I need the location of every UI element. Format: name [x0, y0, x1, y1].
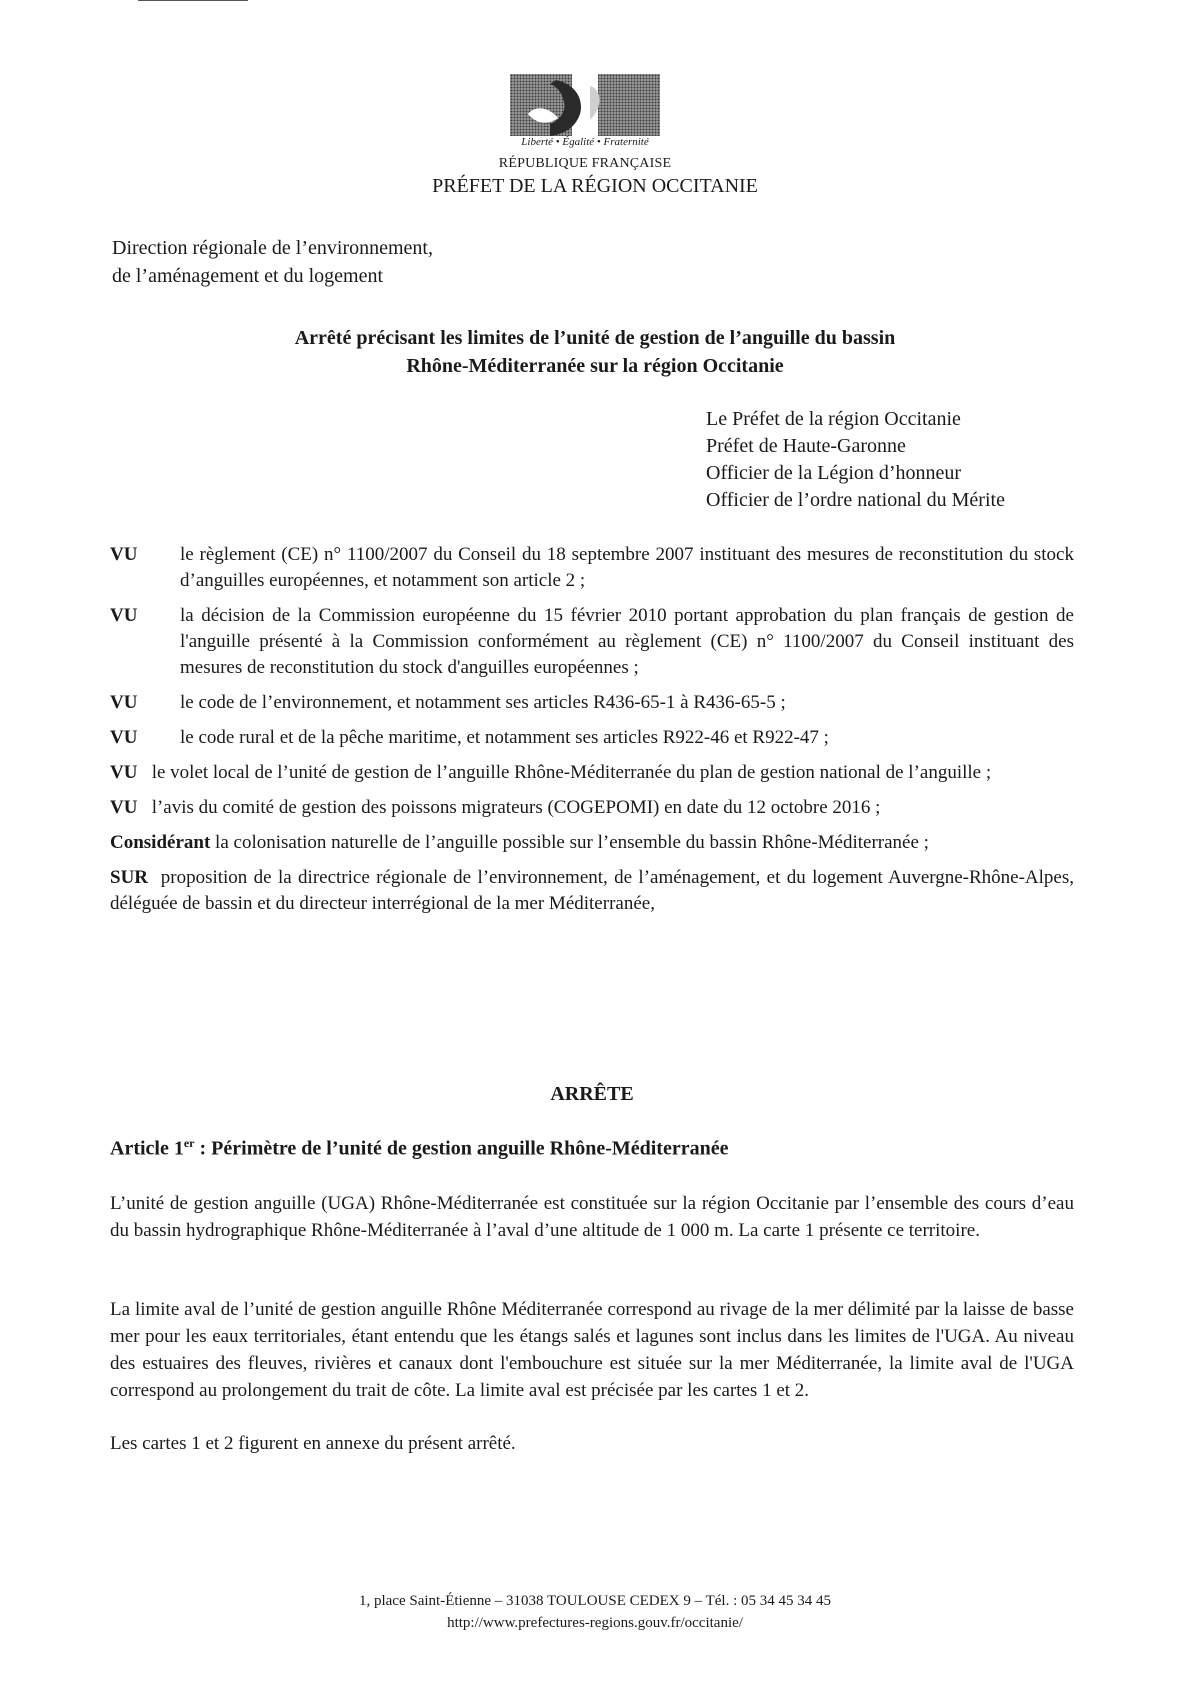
visa-key: VU: [110, 762, 138, 783]
republic-motto: Liberté • Égalité • Fraternité: [521, 136, 649, 148]
scan-top-line: [138, 0, 248, 1]
considerant-text: la colonisation naturelle de l’anguille possible sur l’ensemble du bassin Rhône-Méditerranée ;: [215, 832, 929, 853]
visa-key: VU: [110, 605, 138, 626]
direction-line: de l’aménagement et du logement: [112, 265, 384, 287]
issuing-direction: [112, 234, 632, 290]
visa-text: l’avis du comité de gestion des poissons migrateurs (COGEPOMI) en date du 12 octobre 2016 ;: [151, 797, 881, 818]
sur-paragraph: [110, 865, 1074, 917]
article-1-heading: [110, 1136, 1074, 1161]
signatory-line: Officier de l’ordre national du Mérite: [706, 489, 1005, 511]
considerant-paragraph: [110, 830, 1074, 856]
visa-key: VU: [110, 692, 138, 713]
article-ordinal: er: [183, 1136, 195, 1150]
arrete-heading: ARRÊTE: [550, 1083, 634, 1105]
visa-key: VU: [110, 727, 138, 748]
visa-text: le volet local de l’unité de gestion de l’anguille Rhône-Méditerranée du plan de gestion national de l’anguille ;: [151, 762, 992, 783]
signatory-line: Officier de la Légion d’honneur: [706, 462, 962, 484]
marianne-logo-icon: [510, 74, 660, 140]
visa-item: [110, 542, 1074, 594]
visa-item: [110, 690, 1074, 716]
article-label: Article 1: [110, 1137, 184, 1160]
visa-paragraph: [110, 760, 1074, 786]
visa-key: VU: [110, 797, 138, 818]
page-footer: [200, 1590, 990, 1634]
republic-name: RÉPUBLIQUE FRANÇAISE: [498, 156, 672, 171]
document-title: [180, 324, 1010, 380]
visa-item: [110, 603, 1074, 681]
legal-visas: [110, 542, 1074, 926]
visa-key: VU: [110, 544, 138, 565]
visa-paragraph: [110, 795, 1074, 821]
signatory-block: [706, 406, 1126, 514]
article-paragraph: La limite aval de l’unité de gestion anguille Rhône Méditerranée correspond au rivage de la mer délimité par la laisse de basse mer pour les eaux territoriales, étant entendu que les étangs salés et lagunes sont inclus dans les limites de l'UGA. Au niveau des estuaires des fleuves, rivières et canaux dont l'embouchure est située sur la mer Méditerranée, la limite aval de l'UGA correspond au prolongement du trait de côte. La limite aval est précisée par les cartes 1 et 2.: [110, 1299, 1074, 1401]
title-line: Arrêté précisant les limites de l’unité de gestion de l’anguille du bassin: [294, 327, 896, 349]
sur-text: proposition de la directrice régionale de l’environnement, de l’aménagement, et du logement Auvergne-Rhône-Alpes, déléguée de bassin et du directeur interrégional de la mer Méditerranée,: [110, 867, 1075, 914]
footer-url: http://www.prefectures-regions.gouv.fr/occitanie/: [447, 1615, 743, 1631]
signatory-line: Le Préfet de la région Occitanie: [706, 408, 961, 430]
title-line: Rhône-Méditerranée sur la région Occitanie: [406, 355, 784, 377]
considerant-key: Considérant: [110, 832, 211, 853]
visa-text: la décision de la Commission européenne du 15 février 2010 portant approbation du plan français de gestion de l'anguille présenté à la Commission conformément au règlement (CE) n° 1100/2007 du Conseil instituant des mesures de reconstitution du stock d'anguilles européennes ;: [180, 605, 1074, 678]
visa-text: le code rural et de la pêche maritime, et notamment ses articles R922-46 et R922-47 ;: [180, 727, 829, 748]
visa-item: [110, 725, 1074, 751]
prefect-region-heading: PRÉFET DE LA RÉGION OCCITANIE: [432, 175, 758, 197]
direction-line: Direction régionale de l’environnement,: [112, 237, 433, 259]
visa-text: le règlement (CE) n° 1100/2007 du Conseil du 18 septembre 2007 instituant des mesures de reconstitution du stock d’anguilles européennes, et notamment son article 2 ;: [180, 544, 1074, 591]
signatory-line: Préfet de Haute-Garonne: [706, 435, 906, 457]
article-paragraph: L’unité de gestion anguille (UGA) Rhône-Méditerranée est constituée sur la région Occitanie par l’ensemble des cours d’eau du bassin hydrographique Rhône-Méditerranée à l’aval d’une altitude de 1 000 m. La carte 1 présente ce territoire.: [110, 1193, 1074, 1241]
article-paragraph: Les cartes 1 et 2 figurent en annexe du présent arrêté.: [110, 1433, 516, 1454]
article-title: : Périmètre de l’unité de gestion anguille Rhône-Méditerranée: [194, 1137, 729, 1160]
visa-text: le code de l’environnement, et notamment ses articles R436-65-1 à R436-65-5 ;: [180, 692, 786, 713]
sur-key: SUR: [110, 867, 149, 888]
footer-address: 1, place Saint-Étienne – 31038 TOULOUSE CEDEX 9 – Tél. : 05 34 45 34 45: [358, 1593, 832, 1609]
